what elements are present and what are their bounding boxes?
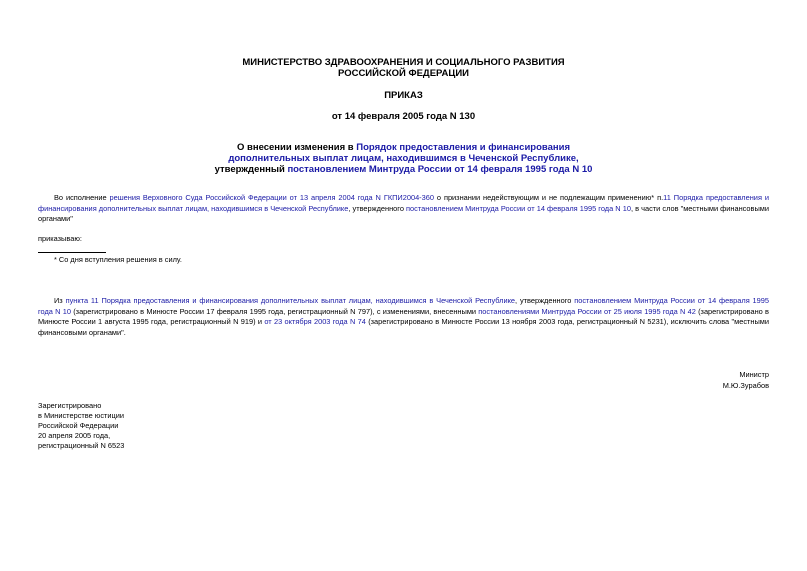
ministry-name-line1: МИНИСТЕРСТВО ЗДРАВООХРАНЕНИЯ И СОЦИАЛЬНОГО РАЗВИТИЯ	[242, 57, 565, 68]
main-paragraph	[38, 296, 769, 338]
title-link-resolution[interactable]: постановлением Минтруда России от 14 февраля 1995 года N 10	[287, 164, 593, 175]
order-word: приказываю:	[38, 234, 82, 243]
link-resolution-10[interactable]: постановлением Минтруда России от 14 февраля 1995 года N 10	[406, 203, 631, 213]
ministry-name-line2: РОССИЙСКОЙ ФЕДЕРАЦИИ	[337, 68, 469, 79]
link-supreme-court-decision[interactable]: решения Верховного Суда Российской Федерации от 13 апреля 2004 года N ГКПИ2004-360	[109, 193, 434, 202]
link-resolution-10[interactable]: постановлением Минтруда России от 14 февраля 1995 года N 10	[38, 296, 769, 316]
title-link-order[interactable]: Порядок предоставления и финансирования	[356, 142, 571, 153]
document-title-line3	[0, 164, 807, 176]
signature-name: М.Ю.Зурабов	[722, 381, 769, 390]
text-span: , утвержденного	[348, 203, 407, 213]
text-span: Во исполнение	[54, 193, 110, 202]
document-type: ПРИКАЗ	[384, 90, 423, 101]
preamble-paragraph	[38, 193, 769, 225]
footnote-separator	[38, 252, 106, 253]
link-item-11[interactable]: пункта 11 Порядка предоставления и финансирования дополнительных выплат лицам, находившимся в Чеченской Республике	[65, 296, 516, 305]
registration-line3: Российской Федерации	[38, 421, 119, 430]
text-span: , в части слов "местными финансовыми органами"	[38, 203, 769, 224]
text-span: о признании недействующим и не подлежащим применению* п.	[433, 193, 664, 202]
registration-line1: Зарегистрировано	[38, 401, 102, 410]
document-date-number: от 14 февраля 2005 года N 130	[331, 111, 476, 122]
text-span: , утвержденного	[515, 296, 575, 305]
link-resolution-42[interactable]: постановлениями Минтруда России от 25 июля 1995 года N 42	[478, 306, 696, 316]
link-order-item-11[interactable]: 11 Порядка предоставления и финансирования дополнительных выплат лицам, находившимся в Чеченской Республике	[38, 193, 769, 213]
text-span: (зарегистрировано в Минюсте России 17 февраля 1995 года, регистрационный N 797), с изменениями, внесенными	[70, 306, 479, 316]
text-span: (зарегистрировано в Минюсте России 1 августа 1995 года, регистрационный N 919) и	[38, 306, 769, 327]
title-text: утвержденный	[214, 164, 288, 175]
footnote: * Со дня вступления решения в силу.	[54, 255, 182, 264]
registration-line4: 20 апреля 2005 года,	[38, 431, 111, 440]
text-span: (зарегистрировано в Минюсте России 13 ноября 2003 года, регистрационный N 5231), исключить слова "местными финансовыми органами".	[38, 317, 769, 337]
text-span: Из	[54, 296, 66, 305]
registration-line2: в Министерстве юстиции	[38, 411, 125, 420]
title-text: О внесении изменения в	[236, 142, 357, 153]
link-resolution-74[interactable]: от 23 октября 2003 года N 74	[264, 317, 366, 327]
registration-line5: регистрационный N 6523	[38, 441, 125, 450]
title-link-order-cont[interactable]: дополнительных выплат лицам, находившимся в Чеченской Республике,	[228, 153, 579, 164]
signature-position: Министр	[739, 370, 769, 379]
